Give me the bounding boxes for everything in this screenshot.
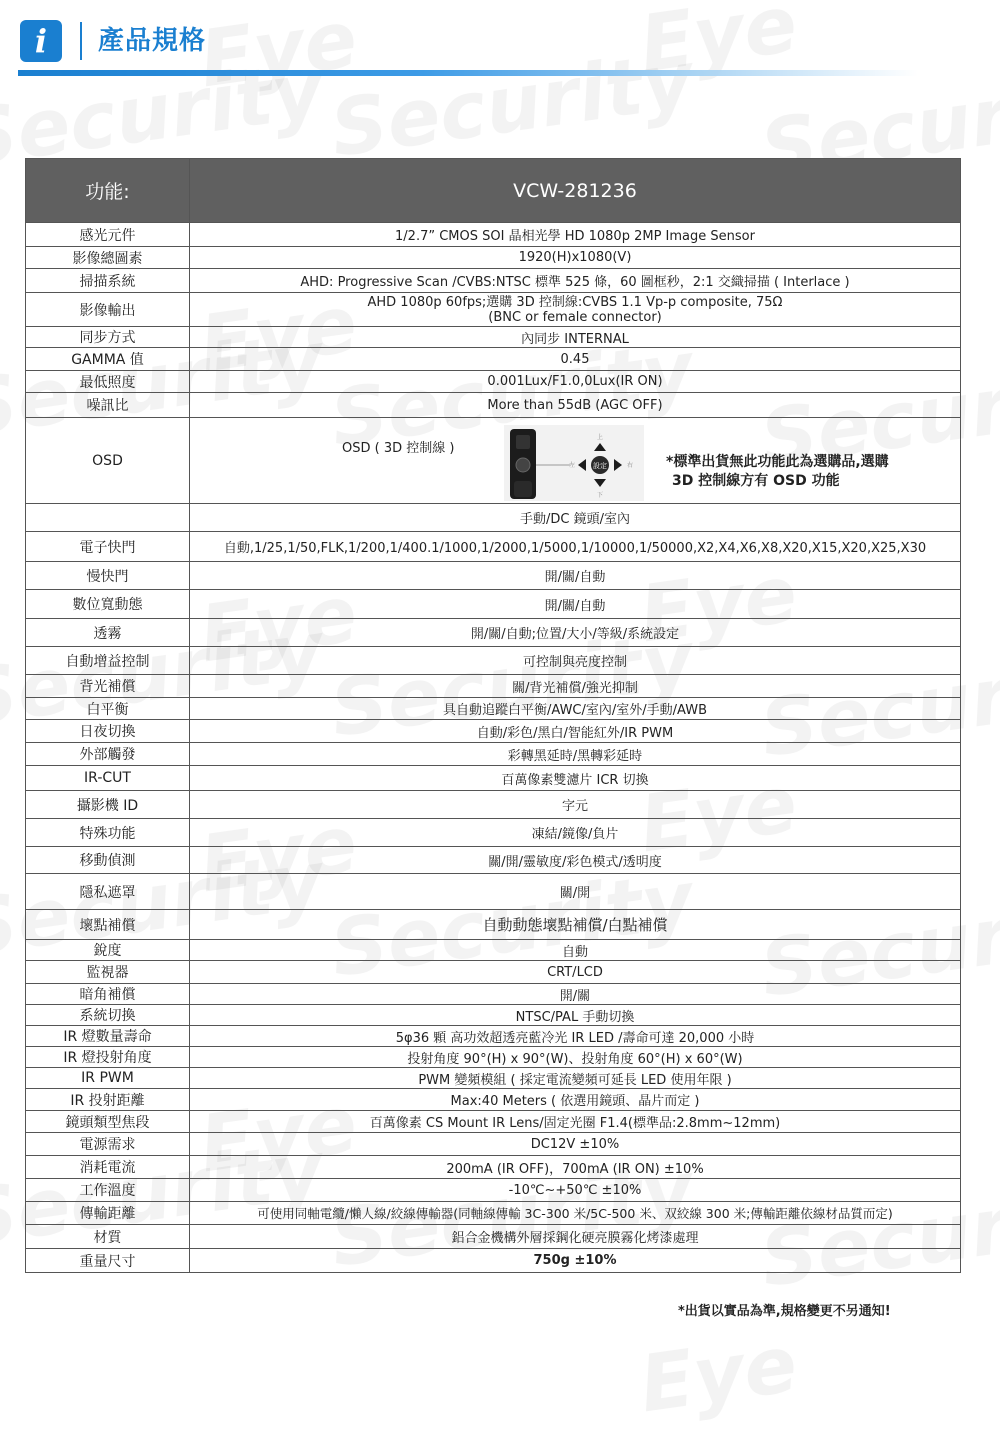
table-row — [26, 791, 961, 819]
row-label: IR 燈投射角度 — [26, 1047, 190, 1068]
row-label: 鏡頭類型焦段 — [26, 1111, 190, 1133]
table-row — [26, 1068, 961, 1089]
row-value: 字元 — [190, 791, 961, 819]
table-row — [26, 874, 961, 910]
row-value: 開/關/自動 — [190, 590, 961, 619]
row-label: OSD — [26, 418, 190, 504]
row-value: 自動 — [190, 940, 961, 961]
table-row — [26, 1026, 961, 1047]
row-label: 材質 — [26, 1225, 190, 1249]
table-row — [26, 590, 961, 619]
row-label: 數位寬動態 — [26, 590, 190, 619]
row-label: 影像輸出 — [26, 293, 190, 327]
osd-note-line1: *標準出貨無此功能此為選購品,選購 — [666, 453, 889, 470]
table-row — [26, 562, 961, 590]
table-row — [26, 1156, 961, 1179]
table-row — [26, 1111, 961, 1133]
row-value: 關/背光補償/強光抑制 — [190, 675, 961, 698]
row-value: 1/2.7” CMOS SOI 晶相光學 HD 1080p 2MP Image Sensor — [190, 223, 961, 247]
osd-cell — [190, 418, 961, 504]
row-value: 關/開/靈敏度/彩色模式/透明度 — [190, 847, 961, 874]
row-value: DC12V ±10% — [190, 1133, 961, 1156]
row-label: IR PWM — [26, 1068, 190, 1089]
table-row — [26, 1179, 961, 1202]
row-label: 掃描系統 — [26, 269, 190, 293]
row-label: IR-CUT — [26, 766, 190, 791]
row-value: -10℃~+50℃ ±10% — [190, 1179, 961, 1202]
row-value: 開/關/自動 — [190, 562, 961, 590]
row-value: 可使用同軸電纜/懶人線/絞線傳輸器(同軸線傳輸 3C-300 米/5C-500 米、双絞線 300 米;傳輸距離依線材品質而定) — [190, 1202, 961, 1225]
table-row — [26, 984, 961, 1005]
table-row — [26, 743, 961, 766]
row-value: 5φ36 顆 高功效超透亮藍冷光 IR LED /壽命可達 20,000 小時 — [190, 1026, 961, 1047]
row-value: 750g ±10% — [190, 1249, 961, 1273]
table-row — [26, 247, 961, 269]
row-value: AHD: Progressive Scan /CVBS:NTSC 標準 525 條，60 圖框秒，2:1 交織掃描 ( Interlace ) — [190, 269, 961, 293]
row-value: NTSC/PAL 手動切換 — [190, 1005, 961, 1026]
table-row — [26, 393, 961, 418]
row-value: 具自動追蹤白平衡/AWC/室內/室外/手動/AWB — [190, 698, 961, 720]
row-label: 白平衡 — [26, 698, 190, 720]
watermark-security — [326, 35, 699, 175]
table-row — [26, 1249, 961, 1273]
row-label: 移動偵測 — [26, 847, 190, 874]
row-label: 工作溫度 — [26, 1179, 190, 1202]
table-row — [26, 1225, 961, 1249]
osd-row — [26, 418, 961, 504]
table-row — [26, 223, 961, 247]
osd-right-label: 右 — [626, 461, 634, 469]
row-value: 內同步 INTERNAL — [190, 327, 961, 348]
row-label: 攝影機 ID — [26, 791, 190, 819]
table-row — [26, 961, 961, 984]
row-label: 最低照度 — [26, 371, 190, 393]
table-row — [26, 766, 961, 791]
row-label: 同步方式 — [26, 327, 190, 348]
row-label: IR 燈數量壽命 — [26, 1026, 190, 1047]
table-header-label: 功能: — [26, 159, 190, 223]
table-row — [26, 647, 961, 675]
table-row — [26, 1133, 961, 1156]
row-label: 電子快門 — [26, 532, 190, 562]
row-value: 手動/DC 鏡頭/室內 — [190, 504, 961, 532]
row-label: 日夜切換 — [26, 720, 190, 743]
table-row — [26, 327, 961, 348]
table-row — [26, 675, 961, 698]
row-label: 感光元件 — [26, 223, 190, 247]
table-row — [26, 532, 961, 562]
row-label: 電源需求 — [26, 1133, 190, 1156]
watermark-eye — [635, 1320, 803, 1431]
row-label: 外部觸發 — [26, 743, 190, 766]
row-label: 暗角補償 — [26, 984, 190, 1005]
row-value: 可控制與亮度控制 — [190, 647, 961, 675]
table-row — [26, 940, 961, 961]
row-value: More than 55dB (AGC OFF) — [190, 393, 961, 418]
table-row — [26, 371, 961, 393]
row-label: 自動增益控制 — [26, 647, 190, 675]
osd-label: OSD ( 3D 控制線 ) — [342, 440, 455, 456]
table-row — [26, 1005, 961, 1026]
spec-table — [25, 158, 961, 1273]
row-label: 壞點補償 — [26, 910, 190, 940]
osd-left-label: 左 — [568, 461, 576, 469]
table-row — [26, 1089, 961, 1111]
header-divider — [80, 22, 82, 60]
row-label: GAMMA 值 — [26, 348, 190, 371]
table-row — [26, 847, 961, 874]
page-title: 產品規格 — [98, 26, 207, 56]
row-value-line2: (BNC or female connector) — [488, 309, 662, 325]
row-label: 重量尺寸 — [26, 1249, 190, 1273]
row-label: 背光補償 — [26, 675, 190, 698]
row-value: 鋁合金機構外層採鋼化硬亮膜霧化烤漆處理 — [190, 1225, 961, 1249]
model-name: VCW-281236 — [190, 159, 961, 223]
table-row — [26, 348, 961, 371]
row-value: 投射角度 90°(H) x 90°(W)、投射角度 60°(H) x 60°(W) — [190, 1047, 961, 1068]
row-value-line1: AHD 1080p 60fps;選購 3D 控制線:CVBS 1.1 Vp-p composite, 75Ω — [367, 294, 783, 310]
table-row — [26, 910, 961, 940]
row-value: Max:40 Meters ( 依選用鏡頭、晶片而定 ) — [190, 1089, 961, 1111]
row-value: 彩轉黑延時/黑轉彩延時 — [190, 743, 961, 766]
table-row — [26, 619, 961, 647]
row-value: 自動動態壞點補償/白點補償 — [190, 910, 961, 940]
row-label: 特殊功能 — [26, 819, 190, 847]
table-header-row — [26, 159, 961, 223]
row-label: 傳輸距離 — [26, 1202, 190, 1225]
row-value: 關/開 — [190, 874, 961, 910]
table-row — [26, 698, 961, 720]
row-value: 開/關/自動;位置/大小/等級/系統設定 — [190, 619, 961, 647]
table-row — [26, 293, 961, 327]
row-value: PWM 變頻模組 ( 採定電流變頻可延長 LED 使用年限 ) — [190, 1068, 961, 1089]
table-row — [26, 269, 961, 293]
row-label — [26, 504, 190, 532]
row-value: 1920(H)x1080(V) — [190, 247, 961, 269]
osd-down-label: 下 — [596, 491, 604, 499]
row-value: 百萬像素雙濾片 ICR 切換 — [190, 766, 961, 791]
row-label: 隱私遮罩 — [26, 874, 190, 910]
row-label: 監視器 — [26, 961, 190, 984]
row-value: 開/關 — [190, 984, 961, 1005]
table-row — [26, 1202, 961, 1225]
row-value: 0.45 — [190, 348, 961, 371]
row-value: 自動,1/25,1/50,FLK,1/200,1/400.1/1000,1/2000,1/5000,1/10000,1/50000,X2,X4,X6,X8,X20,X15,X20,X25,X30 — [190, 532, 961, 562]
osd-note — [666, 453, 946, 491]
table-row — [26, 504, 961, 532]
row-value — [190, 293, 961, 327]
osd-control-cable-image — [504, 425, 644, 501]
row-value: 自動/彩色/黑白/智能紅外/IR PWM — [190, 720, 961, 743]
info-icon: i — [20, 20, 62, 62]
table-row — [26, 819, 961, 847]
osd-up-label: 上 — [596, 433, 604, 441]
row-value: 凍結/鏡像/負片 — [190, 819, 961, 847]
row-label: 噪訊比 — [26, 393, 190, 418]
row-value: 百萬像素 CS Mount IR Lens/固定光圈 F1.4(標準品:2.8mm~12mm) — [190, 1111, 961, 1133]
osd-note-line2: 3D 控制線方有 OSD 功能 — [672, 472, 840, 489]
footnote: *出貨以實品為準,規格變更不另通知! — [678, 1304, 891, 1319]
row-label: IR 投射距離 — [26, 1089, 190, 1111]
row-label: 透霧 — [26, 619, 190, 647]
osd-joystick-icon — [504, 425, 644, 501]
row-label: 影像總圖素 — [26, 247, 190, 269]
osd-center-label: 設定 — [593, 461, 607, 470]
row-value: 200mA (IR OFF)，700mA (IR ON) ±10% — [190, 1156, 961, 1179]
row-label: 銳度 — [26, 940, 190, 961]
row-label: 慢快門 — [26, 562, 190, 590]
watermark-eye — [635, 0, 803, 90]
row-label: 消耗電流 — [26, 1156, 190, 1179]
watermark-eye — [195, 0, 363, 105]
osd-content — [190, 419, 960, 503]
row-value: CRT/LCD — [190, 961, 961, 984]
row-label: 系統切換 — [26, 1005, 190, 1026]
table-row — [26, 720, 961, 743]
header-accent-bar — [18, 70, 918, 76]
table-row — [26, 1047, 961, 1068]
row-value: 0.001Lux/F1.0,0Lux(IR ON) — [190, 371, 961, 393]
